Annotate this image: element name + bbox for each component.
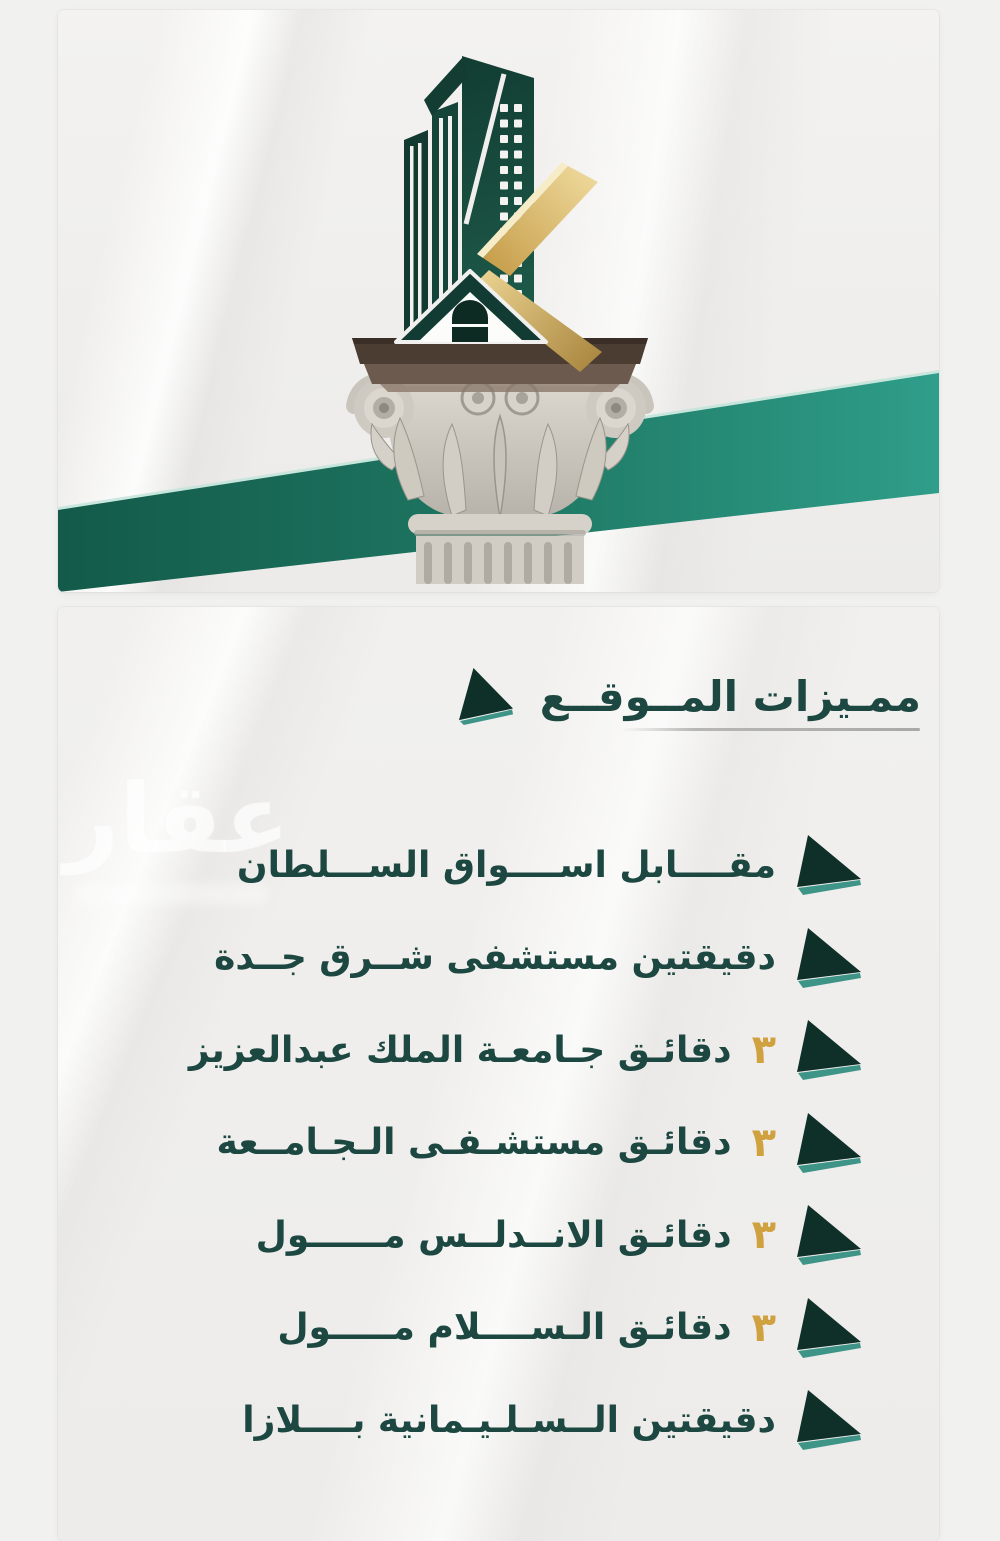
- minutes-number: ٣: [751, 1304, 776, 1351]
- page-title: ممـيزات المــوقــع: [539, 671, 921, 721]
- features-card: [58, 607, 939, 1541]
- feature-text: دقيقتين الــسـلـيـمانية بــــلازا: [242, 1399, 776, 1441]
- bullet-triangle-icon: [796, 1389, 862, 1451]
- bullet-triangle-icon: [796, 927, 862, 989]
- feature-row: [88, 1189, 862, 1282]
- feature-text: دقائـق مستشـفـى الـجـامــعة: [216, 1122, 732, 1164]
- aqar-watermark: عقار: [64, 763, 290, 875]
- feature-row: [88, 912, 862, 1005]
- feature-row: [88, 1374, 862, 1467]
- minutes-number: ٣: [751, 1212, 776, 1259]
- title-triangle-icon: [458, 665, 514, 727]
- column-abacus: [352, 338, 648, 392]
- feature-list: [88, 819, 862, 1467]
- bullet-triangle-icon: [796, 1204, 862, 1266]
- bullet-triangle-icon: [796, 834, 862, 896]
- section-header: [458, 663, 921, 729]
- title-underline: [622, 728, 920, 731]
- feature-text: دقائـق الـســــلام مـــــول: [277, 1307, 732, 1349]
- bullet-triangle-icon: [796, 1019, 862, 1081]
- feature-text: مقــــابل اســــواق الســـلطان: [236, 844, 776, 886]
- feature-row: [88, 1004, 862, 1097]
- minutes-number: ٣: [751, 1027, 776, 1074]
- minutes-number: ٣: [751, 1119, 776, 1166]
- feature-text: دقيقتين مستشفى شــرق جــدة: [214, 937, 776, 979]
- feature-text: دقائـق الانــدلــس مــــــول: [255, 1214, 732, 1256]
- bullet-triangle-icon: [796, 1112, 862, 1174]
- feature-row: [88, 1282, 862, 1375]
- feature-row: [88, 1097, 862, 1190]
- company-logo: [58, 10, 939, 592]
- feature-text: دقائـق جـامعـة الملك عبدالعزيز: [188, 1029, 732, 1071]
- bullet-triangle-icon: [796, 1297, 862, 1359]
- logo-hero-card: [58, 10, 939, 592]
- feature-row: [88, 819, 862, 912]
